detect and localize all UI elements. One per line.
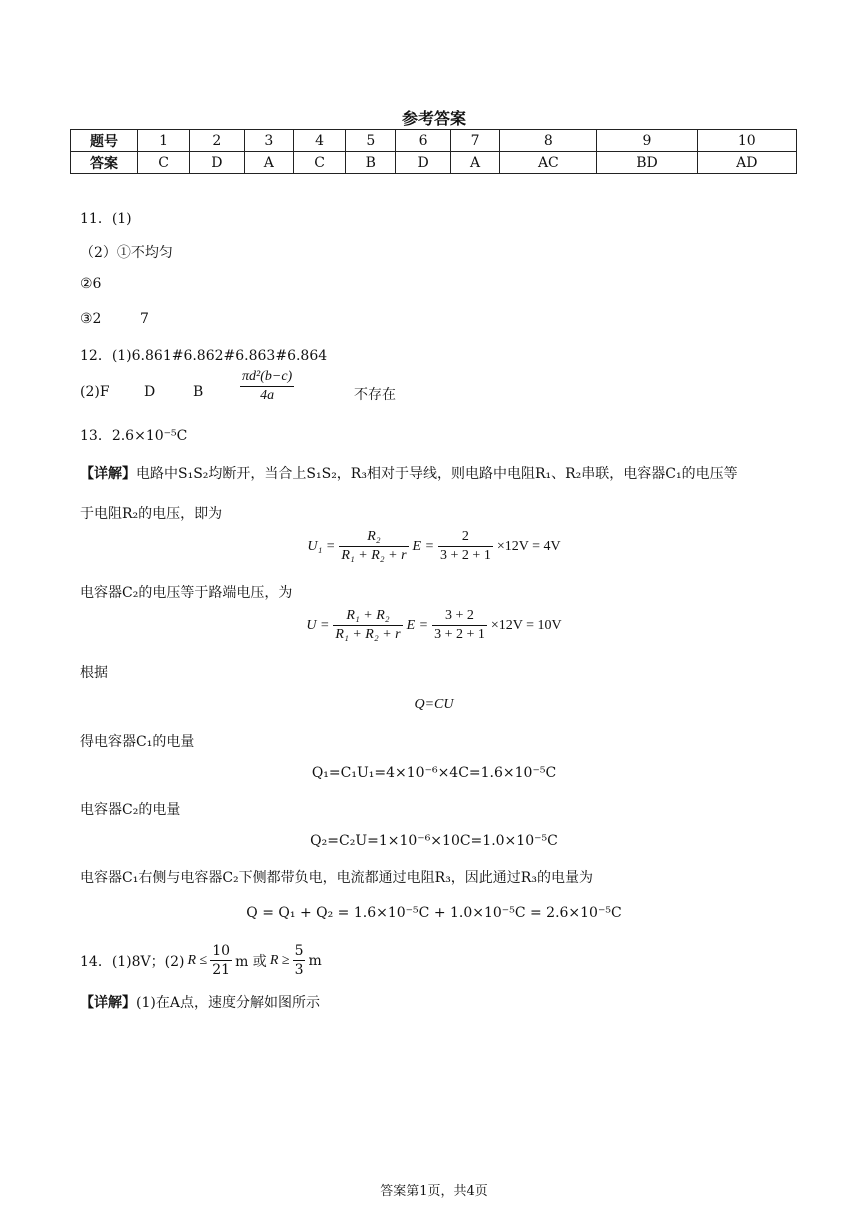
table-cell: 4 [294, 130, 346, 152]
q13-header [80, 425, 187, 445]
q12-answer-b: D [144, 384, 156, 400]
eq2-rhs: ×12V = 10V [490, 617, 562, 633]
table-cell: B [346, 152, 396, 174]
q13-text5: 电容器C₂的电量 [80, 802, 181, 818]
equation-q2: Q₂=C₂U=1×10⁻⁶×10C=1.0×10⁻⁵C [310, 833, 558, 849]
table-cell: 2 [190, 130, 244, 152]
eq2-den2: 3 + 2 + 1 [434, 627, 485, 642]
q12-line1: 12．(1)6.861#6.862#6.863#6.864 [80, 348, 328, 364]
formula-numerator: πd²(b−c) [240, 368, 294, 387]
q14-unit1: m 或 [235, 953, 267, 970]
q13-text6: 电容器C₁右侧与电容器C₂下侧都带负电，电流都通过电阻R₃，因此通过R₃的电量为 [80, 870, 593, 886]
q13-detail-line2: 于电阻R₂的电压，即为 [80, 506, 223, 522]
q14-answer [80, 942, 322, 979]
table-cell: AD [697, 152, 796, 174]
eq1-rhs: ×12V = 4V [496, 538, 561, 554]
equation-q-total: Q = Q₁ + Q₂ = 1.6×10⁻⁵C + 1.0×10⁻⁵C = 2.6×10⁻⁵C [246, 905, 622, 921]
q13-text3: 根据 [80, 665, 108, 681]
eq2-lhs: U = [306, 617, 330, 633]
table-cell: A [244, 152, 293, 174]
page-footer: 答案第1页，共4页 [380, 1184, 488, 1199]
answer-label: 答案 [71, 152, 138, 174]
eq2-num2: 3 + 2 [432, 607, 487, 626]
q13-detail-line1 [80, 463, 738, 483]
q13-text4: 得电容器C₁的电量 [80, 734, 195, 750]
eq1-den1: R₁ + R₂ + r [341, 548, 407, 563]
q11-line3: ②6 [80, 276, 102, 292]
q14-frac2-den: 3 [294, 962, 304, 978]
table-cell: 5 [346, 130, 396, 152]
eq1-num2: 2 [438, 528, 493, 547]
equation-u1 [0, 528, 868, 565]
table-cell: 6 [396, 130, 450, 152]
table-cell: 8 [500, 130, 597, 152]
eq2-mid: E = [406, 617, 429, 633]
q12-answer-e: 不存在 [354, 387, 396, 403]
detail-heading: 【详解】 [80, 995, 136, 1011]
table-cell: C [138, 152, 190, 174]
eq1-den2: 3 + 2 + 1 [440, 548, 491, 563]
eq2-den1: R₁ + R₂ + r [335, 627, 401, 642]
q14-r1: R ≤ [187, 952, 208, 968]
equation-q1: Q₁=C₁U₁=4×10⁻⁶×4C=1.6×10⁻⁵C [311, 765, 557, 781]
q14-prefix: 14．(1)8V；(2) [80, 953, 185, 970]
q11-line4b: 7 [140, 311, 149, 327]
equation-q: Q=CU [414, 697, 454, 712]
q14-frac2-num: 5 [294, 943, 304, 959]
eq2-num1: R₁ + R₂ [333, 607, 402, 626]
table-cell: 1 [138, 130, 190, 152]
formula-denominator: 4a [260, 388, 275, 403]
table-cell: 9 [597, 130, 697, 152]
q14-r2: R ≥ [269, 952, 290, 968]
q13-answer: 2.6×10⁻⁵C [111, 428, 188, 444]
equation-u [0, 607, 868, 644]
page-title: 参考答案 [401, 109, 466, 128]
q14-frac1-den: 21 [212, 962, 231, 978]
table-cell: 10 [697, 130, 796, 152]
eq1-num1: R₂ [339, 528, 408, 547]
q14-unit2: m [308, 952, 322, 969]
q12-formula [240, 368, 294, 405]
q11-line2: （2）①不均匀 [80, 245, 173, 261]
table-cell: A [450, 152, 499, 174]
q11-line4a: ③2 [80, 311, 102, 327]
eq1-lhs: U₁ = [307, 538, 336, 554]
detail-text: (1)在A点，速度分解如图所示 [136, 995, 320, 1011]
table-cell: 7 [450, 130, 499, 152]
table-cell: AC [500, 152, 597, 174]
table-cell: 3 [244, 130, 293, 152]
q12-answer-a: (2)F [80, 384, 110, 400]
q13-text2: 电容器C₂的电压等于路端电压，为 [80, 585, 293, 601]
table-row-answers [71, 152, 797, 174]
table-cell: D [190, 152, 244, 174]
table-row-numbers [71, 130, 797, 152]
answer-table [70, 129, 797, 174]
eq1-mid: E = [412, 538, 435, 554]
detail-text: 电路中S₁S₂均断开，当合上S₁S₂，R₃相对于导线，则电路中电阻R₁、R₂串联，电容器C₁的电压等 [136, 466, 738, 482]
detail-heading: 【详解】 [80, 466, 136, 482]
header-label: 题号 [71, 130, 138, 152]
q11-line1: 11．(1) [80, 211, 132, 227]
table-cell: BD [597, 152, 697, 174]
q12-answer-c: B [193, 384, 204, 400]
q13-label: 13． [80, 428, 112, 444]
table-cell: C [294, 152, 346, 174]
table-cell: D [396, 152, 450, 174]
q14-frac1-num: 10 [212, 943, 231, 959]
q14-detail [80, 992, 320, 1012]
